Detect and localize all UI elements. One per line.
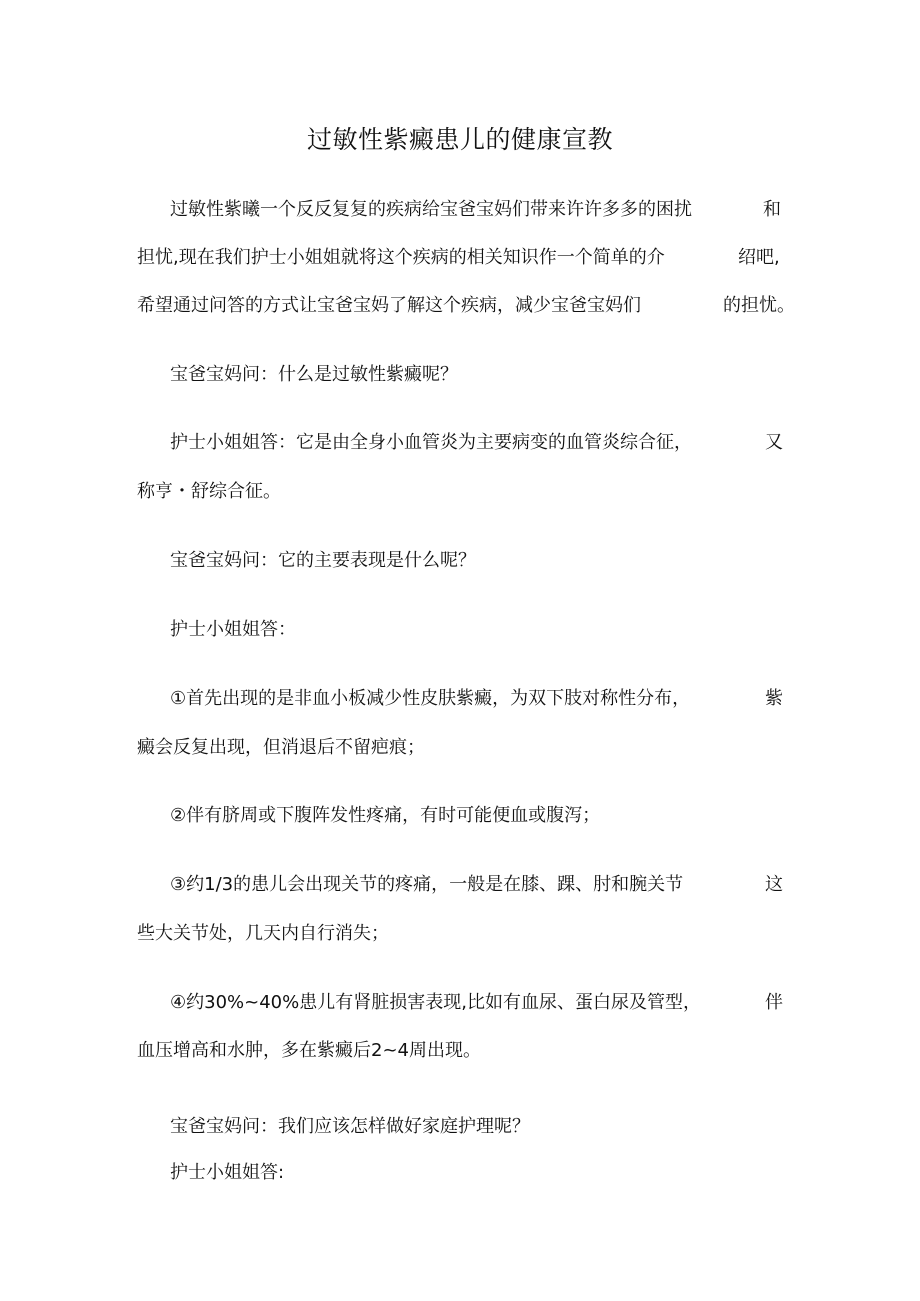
answer-1-line-1-tail: 又 — [765, 432, 783, 453]
list-item-3-line-2: 些大关节处，几天内自行消失； — [137, 923, 389, 944]
list-item-3-line-1: ③约1/3的患儿会出现关节的疼痛，一般是在膝、踝、肘和腕关节 — [170, 874, 684, 895]
list-item-2: ②伴有脐周或下腹阵发性疼痛，有时可能便血或腹泻； — [170, 805, 601, 826]
list-item-1-line-1: ①首先出现的是非血小板减少性皮肤紫癜，为双下肢对称性分布， — [170, 688, 691, 709]
intro-line-2: 担忧,现在我们护士小姐姐就将这个疾病的相关知识作一个简单的介 — [137, 247, 665, 268]
answer-1-line-1: 护士小姐姐答：它是由全身小血管炎为主要病变的血管炎综合征， — [170, 432, 692, 453]
list-item-3-line-1-tail: 这 — [765, 874, 783, 895]
question-1: 宝爸宝妈问：什么是过敏性紫癜呢？ — [170, 364, 458, 385]
question-2: 宝爸宝妈问：它的主要表现是什么呢？ — [170, 550, 476, 571]
intro-line-1: 过敏性紫曦一个反反复复的疾病给宝爸宝妈们带来许许多多的困扰 — [170, 199, 692, 220]
intro-line-1-tail: 和 — [763, 199, 781, 220]
answer-1-line-2: 称亨・舒综合征。 — [137, 481, 281, 502]
intro-line-3: 希望通过问答的方式让宝爸宝妈了解这个疾病，减少宝爸宝妈们 — [137, 295, 641, 316]
list-item-1-line-2: 癜会反复出现，但消退后不留疤痕； — [137, 737, 425, 758]
intro-line-2-tail: 绍吧, — [738, 247, 780, 268]
question-3: 宝爸宝妈问：我们应该怎样做好家庭护理呢？ — [170, 1116, 530, 1137]
document-title: 过敏性紫癜患儿的健康宣教 — [306, 125, 613, 154]
list-item-4-line-1: ④约30%~40%患儿有肾脏损害表现,比如有血尿、蛋白尿及管型， — [170, 992, 701, 1013]
list-item-4-line-1-tail: 伴 — [765, 992, 783, 1013]
answer-2-label: 护士小姐姐答： — [170, 619, 296, 640]
intro-line-3-tail: 的担忧。 — [723, 295, 795, 316]
list-item-1-line-1-tail: 紫 — [765, 688, 783, 709]
list-item-4-line-2: 血压增高和水肿，多在紫癜后2~4周出现。 — [137, 1040, 481, 1061]
answer-3-label: 护士小姐姐答: — [170, 1162, 285, 1183]
